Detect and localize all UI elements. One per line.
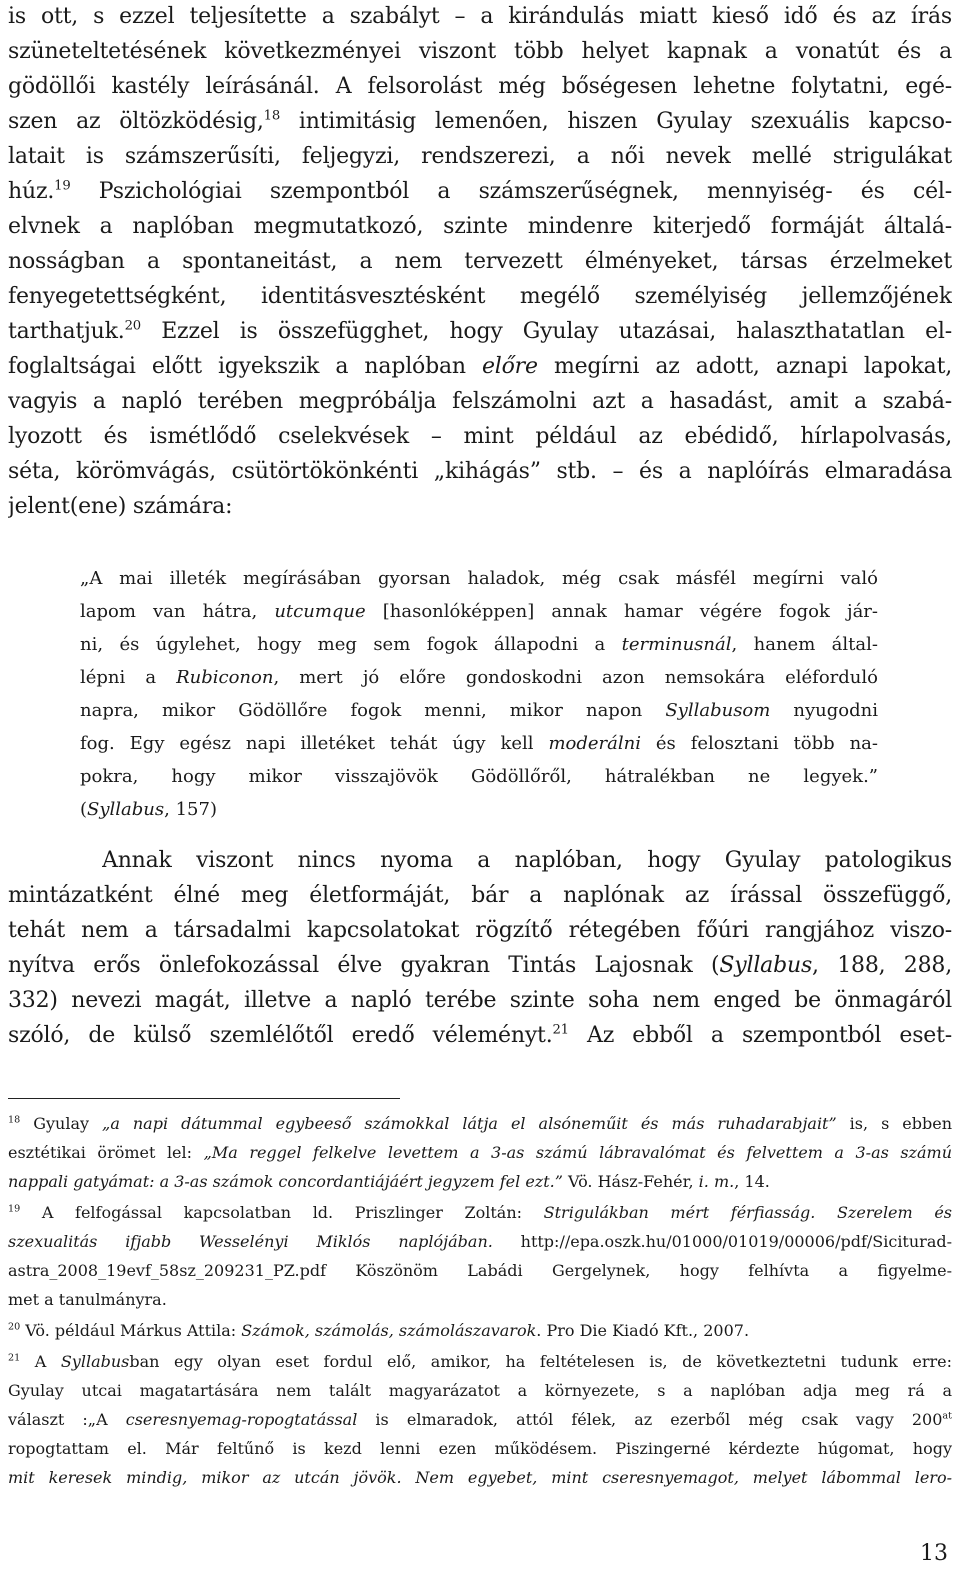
body-line: nosságban a spontaneitást, a nem tervezett élményeket, társas érzelmeket xyxy=(8,249,952,274)
body-text: tarthatjuk. xyxy=(8,319,125,344)
body-text: , 188, 288, xyxy=(812,953,952,978)
quote-emphasis: Syllabus xyxy=(87,799,165,820)
body-line: 332) nevezi magát, illetve a napló terébe szinte soha nem enged be önmagáról xyxy=(8,988,952,1013)
body-text: szen az öltözködésig, xyxy=(8,109,264,134)
quote-text: ni, és úgylehet, hogy meg sem fogok állapodni a xyxy=(80,634,622,655)
footnote-emphasis: szexualitás ifjabb Wesselényi Miklós naplójában. xyxy=(8,1232,493,1251)
body-text: intimitásig lemenően, hiszen Gyulay szexuális kapcso- xyxy=(280,109,952,134)
footnote-text: , 14. xyxy=(734,1172,770,1191)
body-text: Az ebből a szempontból eset- xyxy=(568,1023,952,1048)
footnote-text: A xyxy=(20,1352,61,1371)
body-line: Annak viszont nincs nyoma a naplóban, hogy Gyulay patologikus xyxy=(102,848,952,873)
body-line: elvnek a naplóban megmutatkozó, szinte mindenre kiterjedő formáját általá- xyxy=(8,214,952,239)
body-line xyxy=(8,319,952,344)
footnote-text: . Pro Die Kiadó Kft., 2007. xyxy=(536,1321,750,1340)
footnote-line: mit keresek mindig, mikor az utcán jövök. Nem egyebet, mint cseresnyemagot, melyet lábommal lero- xyxy=(8,1468,952,1487)
footnote-emphasis: Strigulákban mért férfiasság. Szerelem és xyxy=(543,1203,952,1222)
footnote-ref-20[interactable]: 20 xyxy=(124,319,141,334)
quote-text: és felosztani több na- xyxy=(640,733,878,754)
body-line: séta, körömvágás, csütörtökönkénti „kihágás” stb. – és a naplóírás elmaradása xyxy=(8,459,952,484)
quote-text: lépni a xyxy=(80,667,177,688)
body-line: latait is számszerűsíti, feljegyzi, rendszerezi, a női nevek mellé strigulákat xyxy=(8,144,952,169)
footnote-text: Vö. például Márkus Attila: xyxy=(20,1321,242,1340)
quote-text: , hanem által- xyxy=(731,634,878,655)
quote-text: , mert jó előre gondoskodni azon nemsokára eléforduló xyxy=(273,667,878,688)
quote-line xyxy=(80,733,878,754)
body-line: gödöllői kastély leírásánál. A felsorolást még bőségesen lehetne folytatni, egé- xyxy=(8,74,952,99)
footnote-line xyxy=(8,1410,952,1429)
emphasis: Syllabus xyxy=(719,953,813,978)
footnote-ref-21[interactable]: 21 xyxy=(552,1023,569,1038)
quote-line: pokra, hogy mikor visszajövök Gödöllőről, hátralékban ne legyek.” xyxy=(80,766,878,787)
body-line xyxy=(8,109,952,134)
body-text: Ezzel is összefügghet, hogy Gyulay utazásai, halaszthatatlan el- xyxy=(140,319,952,344)
body-text: szóló, de külső szemlélőtől eredő véleményt. xyxy=(8,1023,553,1048)
quote-text: nyugodni xyxy=(770,700,878,721)
quote-text: napra, mikor Gödöllőre fogok menni, mikor napon xyxy=(80,700,666,721)
body-line: mintázatként élné meg életformáját, bár a naplónak az írással összefüggő, xyxy=(8,883,952,908)
footnote-text: A felfogással kapcsolatban ld. Priszlinger Zoltán: xyxy=(20,1203,544,1222)
body-text: nyítva erős önlefokozással élve gyakran Tintás Lajosnak ( xyxy=(8,953,720,978)
document-page xyxy=(8,0,952,1572)
footnote-text: Vö. Hász-Fehér, xyxy=(562,1172,699,1191)
footnote-emphasis: Syllabus xyxy=(60,1352,130,1371)
footnote-emphasis: Számok, számolás, számolászavarok xyxy=(241,1321,537,1340)
footnote-ref-19[interactable]: 19 xyxy=(54,179,71,194)
body-text: Pszichológiai szempontból a számszerűségnek, mennyiség- és cél- xyxy=(70,179,952,204)
footnote-line xyxy=(8,1232,952,1251)
quote-line: „A mai illeték megírásában gyorsan haladok, még csak másfél megírni való xyxy=(80,568,878,589)
emphasis: előre xyxy=(481,354,538,379)
body-line: jelent(ene) számára: xyxy=(8,494,233,519)
quote-text: fog. Egy egész napi illetéket tehát úgy kell xyxy=(80,733,549,754)
body-text: megírni az adott, aznapi lapokat, xyxy=(537,354,952,379)
quote-emphasis: moderálni xyxy=(548,733,641,754)
footnote-text: választ :„A xyxy=(8,1410,126,1429)
body-line: lyozott és ismétlődő cselekvések – mint például az ebédidő, hírlapolvasás, xyxy=(8,424,952,449)
quote-text: , 157) xyxy=(164,799,217,820)
quote-text: lapom van hátra, xyxy=(80,601,275,622)
footnote-emphasis: „a napi dátummal egybeeső számokkal látja el alsóneműit és más ruhadarabjait” xyxy=(102,1114,837,1133)
footnote-text: ban egy olyan eset fordul elő, amikor, ha feltételesen is, de következtetni tudunk erre: xyxy=(129,1352,952,1371)
footnote-20 xyxy=(8,1321,749,1340)
body-line xyxy=(8,179,952,204)
body-line xyxy=(8,354,952,379)
footnote-number: 21 xyxy=(8,1352,21,1364)
footnote-text: is, s ebben xyxy=(836,1114,952,1133)
quote-line xyxy=(80,634,878,655)
quote-line xyxy=(80,667,878,688)
footnote-emphasis: nappali gatyámat: a 3-as számok concordantiájáért jegyzem fel ezt.” xyxy=(8,1172,563,1191)
quote-emphasis: Rubiconon xyxy=(176,667,274,688)
footnote-19 xyxy=(8,1203,952,1222)
footnote-link[interactable]: http://epa.oszk.hu/01000/01019/00006/pdf/Siciturad- xyxy=(492,1232,952,1251)
footnote-emphasis: cseresnyemag-ropogtatással xyxy=(125,1410,358,1429)
footnote-line xyxy=(8,1143,952,1162)
footnote-line: Gyulay utcai magatartására nem talált magyarázatot a környezete, s a naplóban adja meg rá a xyxy=(8,1381,952,1400)
footnote-emphasis: „Ma reggel felkelve levettem a 3-as számú lábravalómat és felvettem a 3-as számú xyxy=(203,1143,952,1162)
footnote-21 xyxy=(8,1352,952,1371)
footnote-number: 20 xyxy=(8,1321,21,1333)
quote-emphasis: utcumque xyxy=(274,601,366,622)
footnote-line: met a tanulmányra. xyxy=(8,1290,167,1309)
footnote-line: ropogtattam el. Már feltűnő is kezd lenni ezen működésem. Piszingerné kérdezte húgomat, hogy xyxy=(8,1439,952,1458)
footnote-number: 19 xyxy=(8,1203,21,1215)
body-line: szüneteltetésének következményei viszont több helyet kapnak a vonatút és a xyxy=(8,39,952,64)
footnote-18 xyxy=(8,1114,952,1133)
quote-emphasis: terminusnál xyxy=(621,634,732,655)
footnote-text: is elmaradok, attól félek, az ezerből még csak vagy 200 xyxy=(357,1410,943,1429)
footnote-ref-18[interactable]: 18 xyxy=(263,109,281,124)
body-text: húz. xyxy=(8,179,55,204)
body-text: foglaltságai előtt igyekszik a naplóban xyxy=(8,354,466,379)
body-line: fenyegetettségként, identitásvesztésként megélő személyiség jellemzőjének xyxy=(8,284,952,309)
body-line xyxy=(8,953,952,978)
page-number: 13 xyxy=(920,1541,948,1566)
body-line xyxy=(8,1023,952,1048)
footnote-superscript: at xyxy=(942,1410,952,1422)
body-line: is ott, s ezzel teljesítette a szabályt – a kirándulás miatt kieső idő és az írás xyxy=(8,4,952,29)
body-line: tehát nem a társadalmi kapcsolatokat rögzítő rétegében főúri rangjához viszo- xyxy=(8,918,952,943)
footnote-line: astra_2008_19evf_58sz_209231_PZ.pdf Köszönöm Labádi Gergelynek, hogy felhívta a figyelme- xyxy=(8,1261,952,1280)
body-line: vagyis a napló terében megpróbálja felszámolni azt a hasadást, amit a szabá- xyxy=(8,389,952,414)
quote-line xyxy=(80,601,878,622)
quote-text: ( xyxy=(80,799,88,820)
footnote-text: Gyulay xyxy=(20,1114,103,1133)
footnote-number: 18 xyxy=(8,1114,21,1126)
footnote-text: esztétikai örömet lel: xyxy=(8,1143,204,1162)
footnote-separator xyxy=(8,1098,400,1099)
quote-emphasis: Syllabusom xyxy=(665,700,771,721)
footnote-emphasis: i. m. xyxy=(698,1172,735,1191)
quote-text: [hasonlóképpen] annak hamar végére fogok jár- xyxy=(365,601,878,622)
quote-line xyxy=(80,700,878,721)
quote-citation xyxy=(80,799,217,820)
footnote-line xyxy=(8,1172,770,1191)
